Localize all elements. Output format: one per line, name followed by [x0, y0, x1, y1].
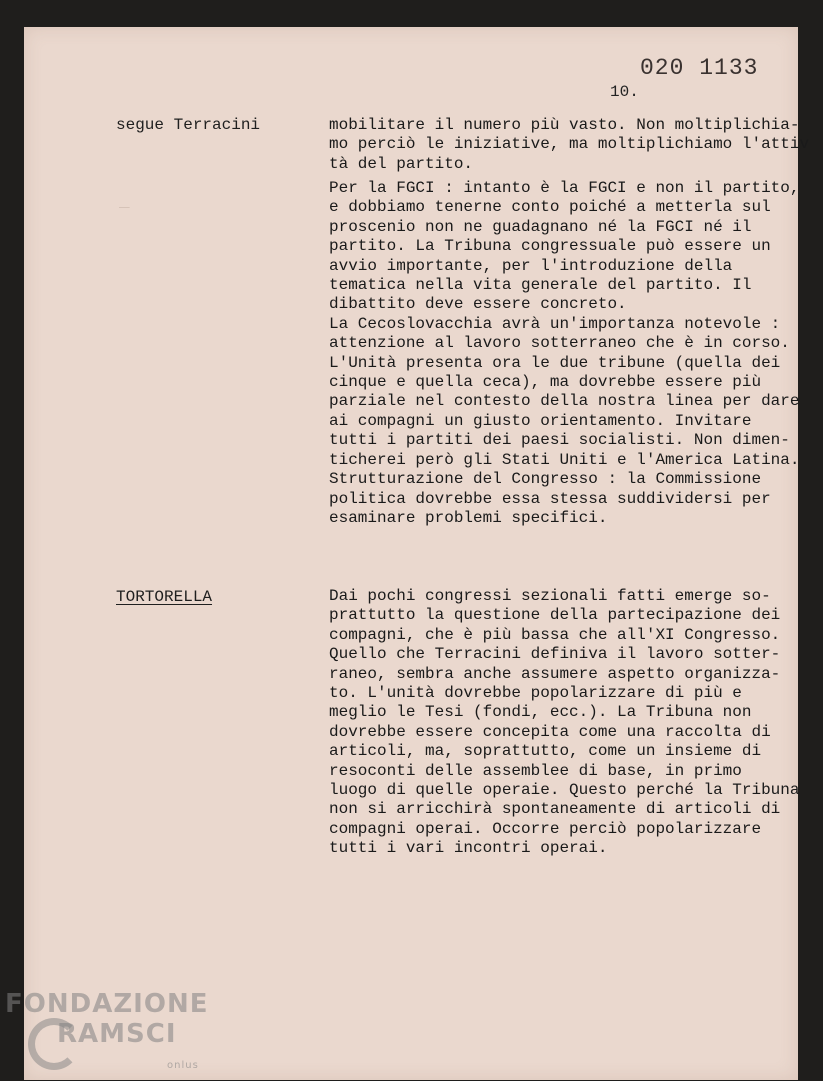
text-line: to. L'unità dovrebbe popolarizzare di più e — [329, 684, 742, 703]
text-line: attenzione al lavoro sotterraneo che è in corso. — [329, 334, 790, 353]
text-line: avvio importante, per l'introduzione della — [329, 256, 733, 275]
text-line: proscenio non ne guadagnano né la FGCI né il — [329, 217, 752, 236]
watermark-line-2: RAMSCI — [57, 1019, 177, 1049]
text-line: L'Unità presenta ora le due tribune (quella dei — [329, 353, 781, 372]
text-line: non si arricchirà spontaneamente di articoli di — [329, 800, 781, 819]
text-line: articoli, ma, soprattutto, come un insieme di — [329, 742, 762, 761]
text-line: Strutturazione del Congresso : la Commissione — [329, 470, 762, 489]
archive-number: 020 1133 — [640, 55, 759, 81]
text-line: raneo, sembra anche assumere aspetto organizza- — [329, 664, 781, 683]
text-line: parziale nel contesto della nostra linea per dare — [329, 392, 800, 411]
text-line: La Cecoslovacchia avrà un'importanza notevole : — [329, 314, 781, 333]
text-line: dovrebbe essere concepita come una raccolta di — [329, 722, 771, 741]
watermark — [5, 989, 209, 1071]
text-line: prattutto la questione della partecipazione dei — [329, 606, 781, 625]
text-line: Per la FGCI : intanto è la FGCI e non il partito, — [329, 179, 800, 197]
text-line: Dai pochi congressi sezionali fatti emerge so- — [329, 587, 771, 605]
watermark-line-1: FONDAZIONE — [5, 989, 209, 1019]
text-line: resoconti delle assemblee di base, in primo — [329, 761, 742, 780]
text-line: ai compagni un giusto orientamento. Invitare — [329, 411, 752, 430]
watermark-suffix: onlus — [167, 1060, 199, 1071]
bleed-through-text — [119, 193, 130, 211]
speaker-label-tortorella: TORTORELLA — [116, 588, 213, 606]
text-line: compagni, che è più bassa che all'XI Congresso. — [329, 625, 781, 644]
text-line: dibattito deve essere concreto. — [329, 295, 627, 314]
speaker-label-terracini: segue Terracini — [116, 116, 261, 134]
text-line: mo perciò le iniziative, ma moltiplichiamo l'attiv — [329, 135, 810, 154]
paragraph — [329, 179, 799, 528]
text-line: compagni operai. Occorre perciò popolarizzare — [329, 819, 762, 838]
text-line: tà del partito. — [329, 154, 474, 173]
text-line: tematica nella vita generale del partito. Il — [329, 276, 752, 295]
text-line: tutti i vari incontri operai. — [329, 839, 608, 858]
document-page — [24, 27, 810, 1080]
text-line: politica dovrebbe essa stessa suddividersi per — [329, 489, 771, 508]
text-line: cinque e quella ceca), ma dovrebbe essere più — [329, 373, 762, 392]
text-line: esaminare problemi specifici. — [329, 508, 608, 527]
text-line: luogo di quelle operaie. Questo perché la Tribuna — [329, 781, 800, 800]
text-line: e dobbiamo tenerne conto poiché a metterla sul — [329, 198, 771, 217]
page-number: 10. — [610, 83, 639, 101]
text-line: ticherei però gli Stati Uniti e l'America Latina. — [329, 450, 800, 469]
paragraph — [329, 116, 810, 174]
text-line: partito. La Tribuna congressuale può essere un — [329, 237, 771, 256]
paragraph — [329, 587, 799, 859]
text-line: tutti i partiti dei paesi socialisti. Non dimen- — [329, 431, 790, 450]
text-line: mobilitare il numero più vasto. Non moltiplichia- — [329, 116, 800, 134]
text-line: Quello che Terracini definiva il lavoro sotter- — [329, 645, 781, 664]
text-line: meglio le Tesi (fondi, ecc.). La Tribuna non — [329, 703, 752, 722]
